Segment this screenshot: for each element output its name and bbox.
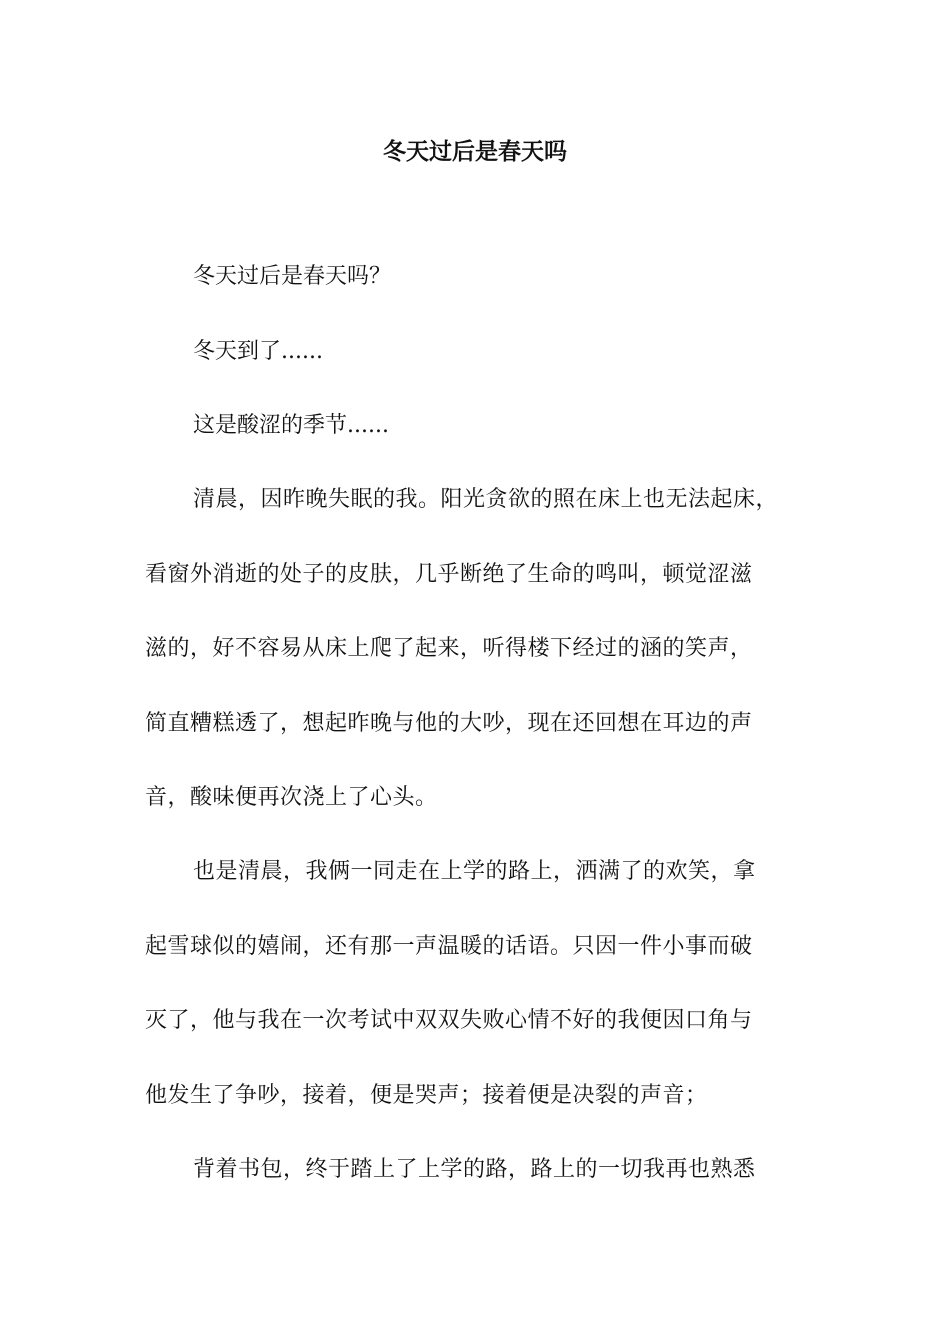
paragraph-line: 他发生了争吵，接着，便是哭声；接着便是决裂的声音； (145, 1083, 708, 1108)
paragraph-line: 看窗外消逝的处子的皮肤，几乎断绝了生命的鸣叫，顿觉涩滋 (145, 562, 753, 587)
paragraph-line: 背着书包，终于踏上了上学的路，路上的一切我再也熟悉 (193, 1157, 756, 1182)
paragraph-line: 这是酸涩的季节...... (193, 413, 389, 438)
paragraph-line: 简直糟糕透了，想起昨晚与他的大吵，现在还回想在耳边的声 (145, 711, 753, 736)
paragraph-line: 清晨，因昨晚失眠的我。阳光贪欲的照在床上也无法起床， (193, 487, 779, 512)
paragraph-line: 滋的，好不容易从床上爬了起来，听得楼下经过的涵的笑声， (145, 636, 753, 661)
paragraph-line: 也是清晨，我俩一同走在上学的路上，洒满了的欢笑，拿 (193, 859, 756, 884)
paragraph-line: 冬天过后是春天吗？ (193, 264, 392, 289)
paragraph-line: 灭了，他与我在一次考试中双双失败心情不好的我便因口角与 (145, 1008, 753, 1033)
paragraph-line: 音，酸味便再次浇上了心头。 (145, 785, 438, 810)
paragraph-line: 冬天到了...... (193, 339, 323, 364)
paragraph-line: 起雪球似的嬉闹，还有那一声温暖的话语。只因一件小事而破 (145, 934, 753, 959)
document-title: 冬天过后是春天吗 (383, 138, 567, 165)
